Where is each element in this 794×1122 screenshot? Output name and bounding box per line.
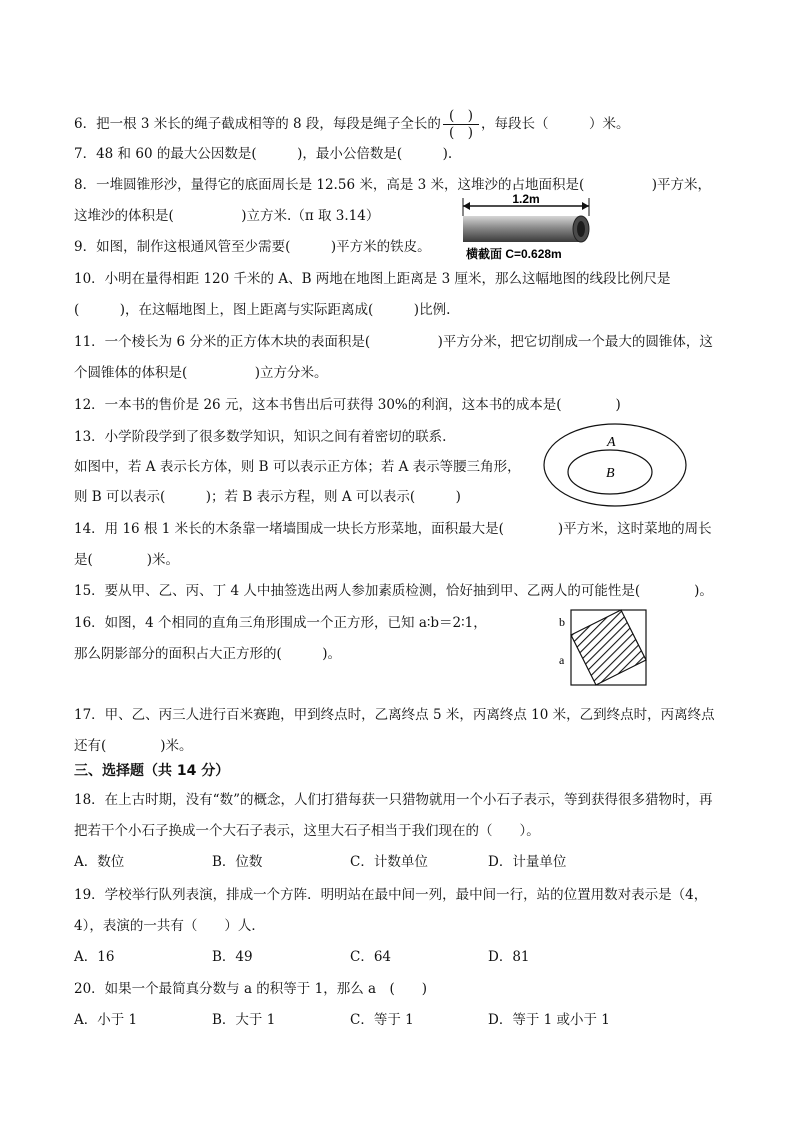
- question-13-line-3: 则 B 可以表示( )；若 B 表示方程，则 A 可以表示( ): [74, 489, 461, 505]
- pipe-length-label: 1.2m: [512, 192, 540, 206]
- question-9: 9．如图，制作这根通风管至少需要( )平方米的铁皮。: [74, 239, 431, 255]
- question-10-line-2: ( )，在这幅地图上，图上距离与实际距离成( )比例.: [74, 302, 451, 318]
- question-13-line-2: 如图中，若 A 表示长方体，则 B 可以表示正方体；若 A 表示等腰三角形，: [74, 459, 521, 475]
- question-11-line-2: 个圆锥体的体积是( )立方分米。: [74, 365, 328, 381]
- question-11-line-1: 11．一个棱长为 6 分米的正方体木块的表面积是( )平方分米，把它切削成一个最大的圆锥体，这: [74, 334, 713, 350]
- option-d[interactable]: D．等于 1 或小于 1: [488, 1012, 610, 1028]
- option-d[interactable]: D．计量单位: [488, 854, 567, 870]
- question-10-line-1: 10．小明在量得相距 120 千米的 A、B 两地在地图上距离是 3 厘米，那么这幅地图的线段比例尺是: [74, 271, 671, 287]
- question-17-line-2: 还有( )米。: [74, 738, 193, 754]
- section-heading: 三、选择题（共 14 分）: [74, 763, 230, 779]
- question-14-line-2: 是( )米。: [74, 552, 180, 568]
- option-a[interactable]: A．16: [74, 949, 115, 965]
- question-7: 7．48 和 60 的最大公因数是( )，最小公倍数是( ).: [74, 146, 453, 162]
- label-b: b: [559, 615, 565, 629]
- option-b[interactable]: B．49: [212, 949, 253, 965]
- option-b[interactable]: B．大于 1: [212, 1012, 276, 1028]
- pipe-figure: [456, 192, 596, 262]
- option-b[interactable]: B．位数: [212, 854, 263, 870]
- question-13-line-1: 13．小学阶段学到了很多数学知识，知识之间有着密切的联系.: [74, 429, 447, 445]
- question-20-options: [74, 1011, 626, 1029]
- label-a: A: [607, 435, 616, 450]
- set-ellipse-diagram: [540, 420, 690, 510]
- option-c[interactable]: C．等于 1: [350, 1012, 414, 1028]
- question-19-line-1: 19．学校举行队列表演，排成一个方阵．明明站在最中间一列，最中间一行，站的位置用数对表示是（4，: [74, 887, 708, 903]
- question-6: 6．把一根 3 米长的绳子截成相等的 8 段，每段是绳子全长的 $\frac{( )}{( )}$ ，每段长（ ）米。: [74, 108, 630, 141]
- question-18-options: [74, 853, 626, 871]
- option-d[interactable]: D．81: [488, 949, 530, 965]
- option-c[interactable]: C．64: [350, 949, 392, 965]
- option-a[interactable]: A．数位: [74, 854, 125, 870]
- question-16-line-2: 那么阴影部分的面积占大正方形的( )。: [74, 646, 342, 662]
- question-17-line-1: 17．甲、乙、丙三人进行百米赛跑，甲到终点时，乙离终点 5 米，丙离终点 10 米，乙到终点时，丙离终点: [74, 707, 715, 723]
- question-8-line-1: 8．一堆圆锥形沙，量得它的底面周长是 12.56 米，高是 3 米，这堆沙的占地面积是( )平方米，: [74, 177, 712, 193]
- label-a: a: [559, 653, 565, 667]
- question-14-line-1: 14．用 16 根 1 米长的木条靠一堵墙围成一块长方形菜地，面积最大是( )平方米，这时菜地的周长: [74, 521, 712, 537]
- question-19-options: [74, 948, 626, 966]
- pipe-caption: 横截面 C=0.628m: [466, 247, 562, 261]
- option-a[interactable]: A．小于 1: [74, 1012, 138, 1028]
- option-c[interactable]: C．计数单位: [350, 854, 428, 870]
- question-20: 20．如果一个最简真分数与 a 的积等于 1，那么 a ( ): [74, 981, 428, 997]
- label-b: B: [606, 466, 615, 481]
- question-12: 12．一本书的售价是 26 元，这本书售出后可获得 30%的利润，这本书的成本是( ): [74, 397, 621, 413]
- pipe-body: [463, 216, 581, 242]
- square-figure: [556, 608, 664, 690]
- fraction-blank: $\frac{( )}{( )}$: [443, 108, 479, 141]
- question-19-line-2: 4），表演的一共有（ ）人．: [74, 918, 265, 934]
- question-16-line-1: 16．如图，4 个相同的直角三角形围成一个正方形，已知 a∶b＝2∶1，: [74, 615, 487, 631]
- question-18-line-2: 把若干个小石子换成一个大石子表示，这里大石子相当于我们现在的（ ）。: [74, 823, 540, 839]
- question-18-line-1: 18．在上古时期，没有“数”的概念，人们打猎每获一只猎物就用一个小石子表示，等到获得很多猎物时，再: [74, 792, 713, 808]
- question-8-line-2: 这堆沙的体积是( )立方米.（π 取 3.14）: [74, 208, 380, 224]
- question-15: 15．要从甲、乙、丙、丁 4 人中抽签选出两人参加素质检测，恰好抽到甲、乙两人的可能性是( )。: [74, 583, 713, 599]
